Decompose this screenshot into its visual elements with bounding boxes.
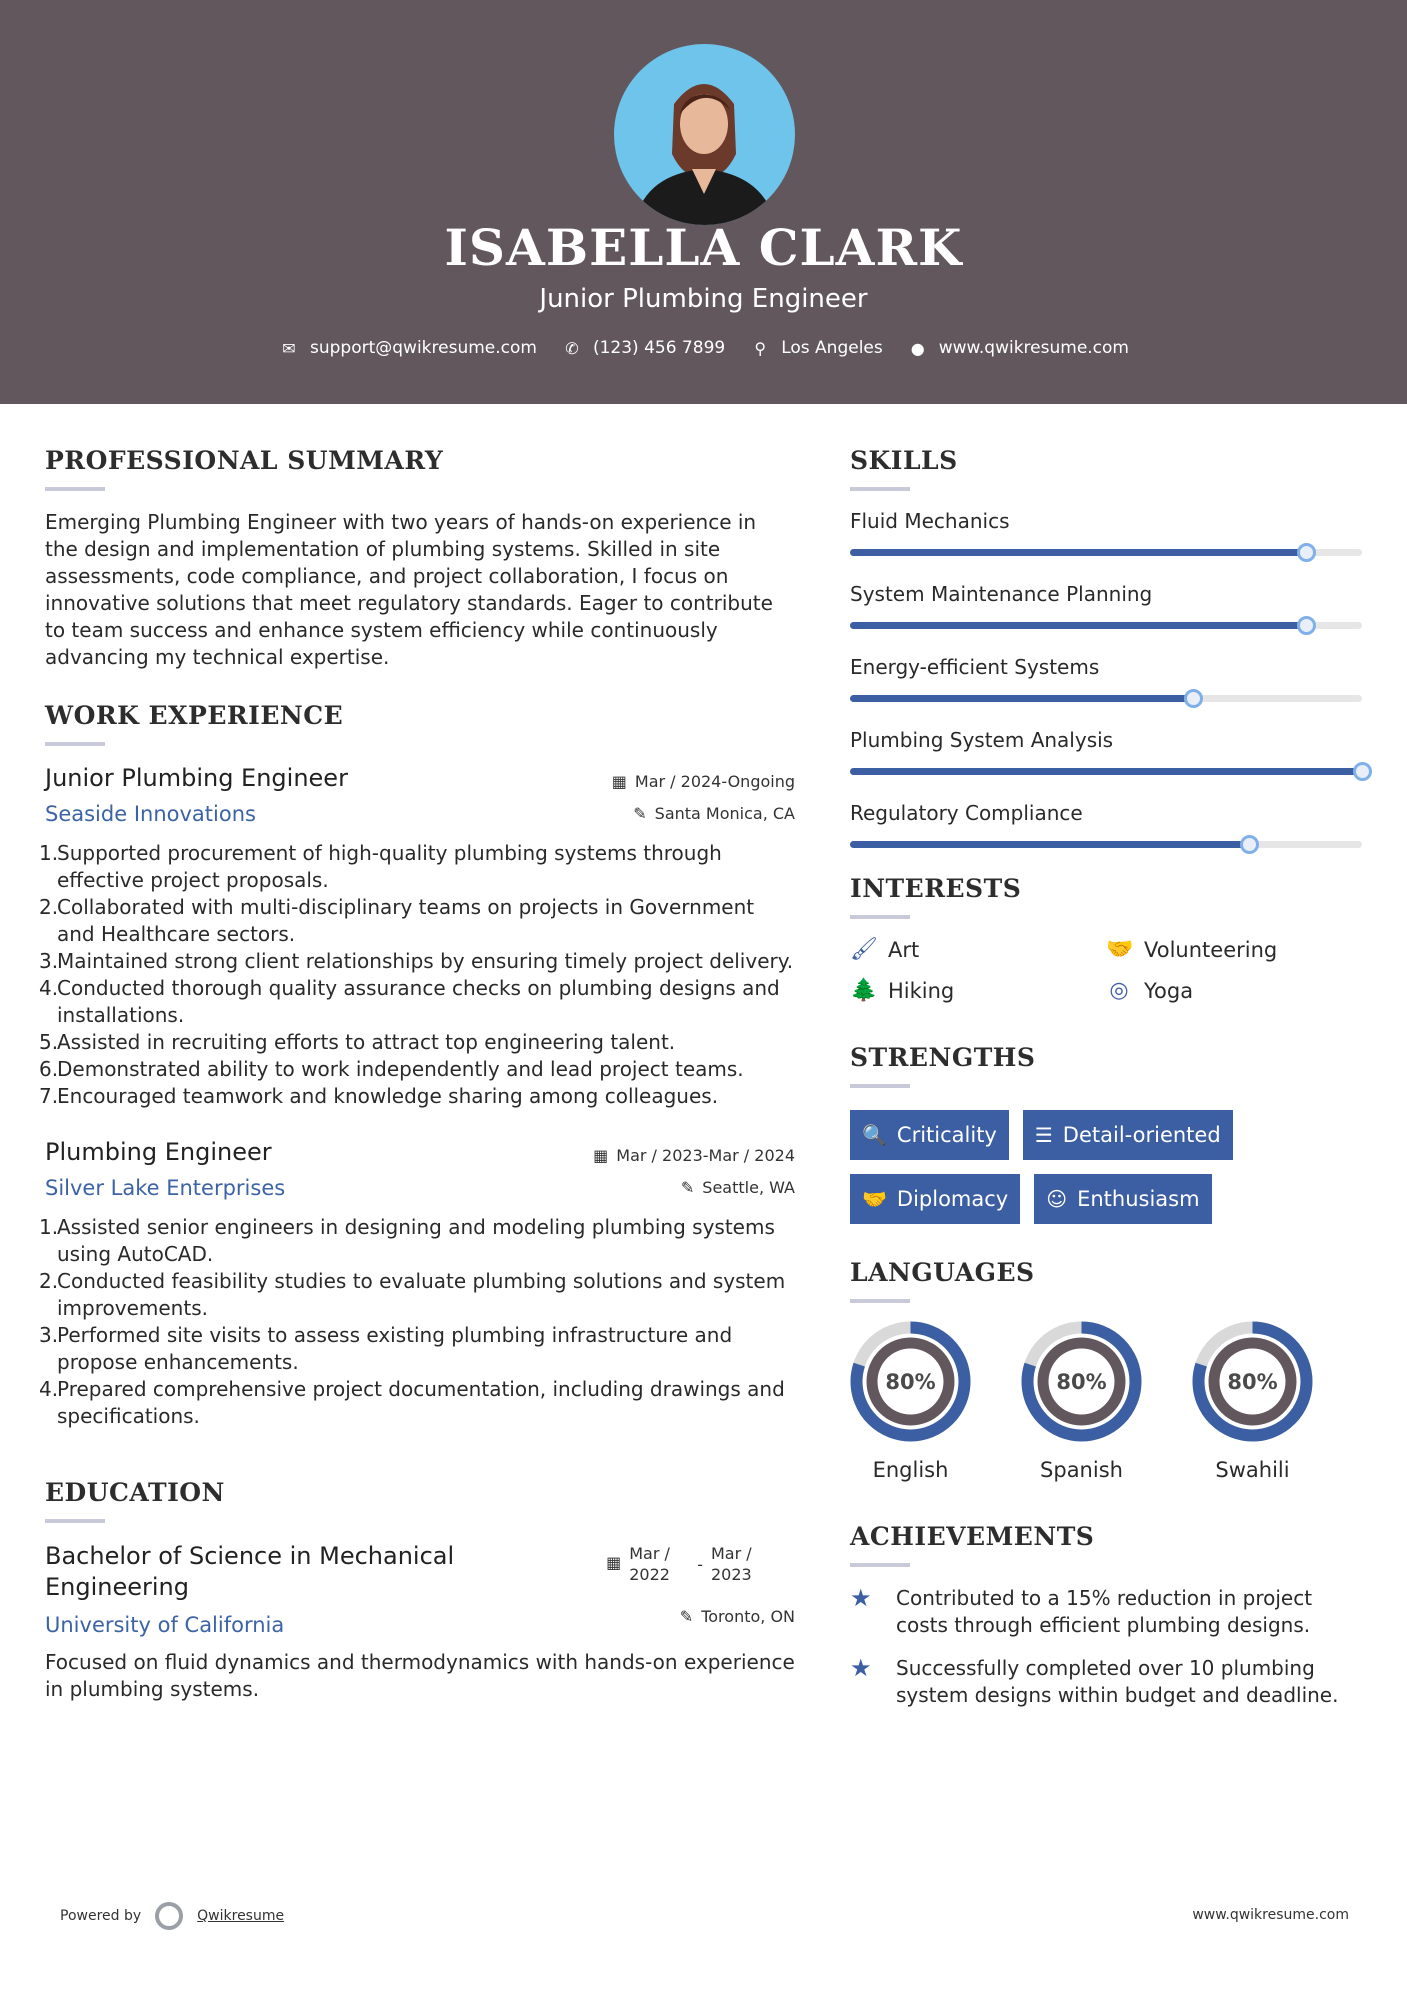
summary-text: Emerging Plumbing Engineer with two years of hands-on experience in the design and implementation of plumbing systems. Skilled in site assessments, code compliance, and project collaboration, I focus on innovative solutions that meet regulatory standards. Eager to contribute to team success and enhance system efficiency while continuously advancing my technical expertise. xyxy=(45,510,773,669)
candidate-name: ISABELLA CLARK xyxy=(444,218,963,277)
skill-name: Energy-efficient Systems xyxy=(850,655,1100,679)
interest-label: Yoga xyxy=(1144,978,1194,1003)
powered-by-label: Powered by xyxy=(60,1908,142,1924)
education-heading: EDUCATION xyxy=(45,1478,225,1507)
section-divider xyxy=(45,487,105,491)
achievement-item xyxy=(850,1655,1365,1709)
skill-name: Fluid Mechanics xyxy=(850,509,1010,533)
strength-label: Diplomacy xyxy=(896,1187,1009,1211)
list-item: 1. Assisted senior engineers in designing and modeling plumbing systems using AutoCAD. xyxy=(39,1215,775,1266)
interest-item xyxy=(850,978,1106,1003)
right-column xyxy=(850,446,1365,1725)
contact-phone[interactable] xyxy=(561,338,725,358)
language-item xyxy=(850,1321,971,1482)
degree-title: Bachelor of Science in Mechanical Engineering xyxy=(45,1542,455,1601)
strengths-heading: STRENGTHS xyxy=(850,1043,1036,1072)
experience-heading: WORK EXPERIENCE xyxy=(45,701,344,730)
education-date-separator: - xyxy=(697,1555,703,1574)
skill-bar-fill xyxy=(850,841,1249,848)
education-description: Focused on fluid dynamics and thermodynamics with hands-on experience in plumbing systems. xyxy=(45,1650,795,1701)
section-divider xyxy=(850,1299,910,1303)
contact-phone-text: (123) 456 7899 xyxy=(592,338,726,358)
job-entry xyxy=(39,764,795,1110)
education-entry xyxy=(45,1541,795,1703)
strength-tag xyxy=(1034,1174,1211,1224)
section-divider xyxy=(850,1084,910,1088)
skill-bar xyxy=(850,549,1362,556)
job-date-text: Mar / 2024-Ongoing xyxy=(634,772,795,791)
pushpin-icon: ✎ xyxy=(680,1178,695,1197)
list-item: 2. Collaborated with multi-disciplinary teams on projects in Government and Healthcare sectors. xyxy=(39,895,755,946)
star-icon: ★ xyxy=(850,1654,872,1682)
contact-email[interactable] xyxy=(278,338,537,358)
skill-bar xyxy=(850,622,1362,629)
languages-heading: LANGUAGES xyxy=(850,1258,1035,1287)
donut-label: 80% xyxy=(1227,1370,1278,1394)
strength-tag xyxy=(850,1174,1020,1224)
strengths-list xyxy=(850,1110,1280,1224)
resume-header xyxy=(0,0,1407,404)
interests-list xyxy=(850,937,1365,1003)
list-item: 7. Encouraged teamwork and knowledge sharing among colleagues. xyxy=(39,1084,719,1108)
job-title: Junior Plumbing Engineer xyxy=(45,764,348,792)
achievement-text: Contributed to a 15% reduction in project costs through efficient plumbing designs. xyxy=(896,1586,1313,1637)
list-item: 3. Maintained strong client relationships by ensuring timely project delivery. xyxy=(39,949,794,973)
section-divider xyxy=(850,915,910,919)
language-name: Swahili xyxy=(1215,1458,1290,1482)
skill-bar-fill xyxy=(850,622,1306,629)
job-duties xyxy=(39,840,795,1110)
footer-powered-by xyxy=(60,1902,284,1930)
interest-label: Volunteering xyxy=(1144,937,1278,962)
strength-label: Detail-oriented xyxy=(1062,1123,1221,1147)
donut-label: 80% xyxy=(885,1370,936,1394)
contact-location-text: Los Angeles xyxy=(781,338,883,358)
candidate-title: Junior Plumbing Engineer xyxy=(539,284,868,314)
skill-item xyxy=(850,801,1365,848)
language-name: English xyxy=(872,1458,949,1482)
map-pin-icon: ⚲ xyxy=(754,338,767,358)
star-icon: ★ xyxy=(850,1584,872,1612)
job-duties xyxy=(39,1214,795,1430)
skill-name: Regulatory Compliance xyxy=(850,801,1083,825)
school-name: University of California xyxy=(45,1613,285,1637)
profile-photo xyxy=(614,44,795,225)
lifering-icon: ◎ xyxy=(1109,978,1129,1003)
interest-label: Art xyxy=(888,937,920,962)
calendar-icon: ▦ xyxy=(611,772,627,791)
skill-bar-fill xyxy=(850,768,1362,775)
interest-item xyxy=(850,937,1106,962)
skill-bar-knob xyxy=(1353,762,1372,781)
list-item: 6. Demonstrated ability to work independently and lead project teams. xyxy=(39,1057,744,1081)
strength-label: Criticality xyxy=(896,1123,997,1147)
skill-bar-fill xyxy=(850,549,1306,556)
achievements-list xyxy=(850,1585,1365,1709)
list-item: 5. Assisted in recruiting efforts to attract top engineering talent. xyxy=(39,1030,676,1054)
list-item: 3. Performed site visits to assess existing plumbing infrastructure and propose enhancements. xyxy=(39,1323,733,1374)
education-date xyxy=(606,1543,761,1585)
skill-name: System Maintenance Planning xyxy=(850,582,1153,606)
job-entry xyxy=(39,1138,795,1430)
language-item xyxy=(1192,1321,1313,1482)
interest-item xyxy=(1106,937,1362,962)
job-location-text: Seattle, WA xyxy=(702,1178,795,1197)
language-donut xyxy=(1021,1321,1142,1442)
section-divider xyxy=(850,1563,910,1567)
skill-item xyxy=(850,582,1365,629)
footer-website[interactable]: www.qwikresume.com xyxy=(1192,1907,1349,1923)
paintbrush-icon: 🖌 xyxy=(850,937,878,962)
skill-item xyxy=(850,655,1365,702)
interest-item xyxy=(1106,978,1362,1003)
calendar-icon: ▦ xyxy=(593,1146,609,1165)
skills-list xyxy=(850,509,1365,848)
handshake-icon: 🤝 xyxy=(1106,937,1134,962)
language-item xyxy=(1021,1321,1142,1482)
skills-heading: SKILLS xyxy=(850,446,958,475)
list-item: 4. Prepared comprehensive project documentation, including drawings and specifications. xyxy=(39,1377,785,1428)
strength-tag xyxy=(1023,1110,1233,1160)
achievement-item xyxy=(850,1585,1365,1639)
contact-email-text: support@qwikresume.com xyxy=(310,338,537,358)
contact-location xyxy=(749,338,883,358)
pushpin-icon: ✎ xyxy=(679,1607,694,1626)
skill-bar-knob xyxy=(1297,543,1316,562)
skill-name: Plumbing System Analysis xyxy=(850,728,1114,752)
skill-item xyxy=(850,509,1365,556)
skill-bar-knob xyxy=(1240,835,1259,854)
pushpin-icon: ✎ xyxy=(633,804,647,823)
qwikresume-logo-icon xyxy=(155,1902,183,1930)
left-column xyxy=(39,446,795,1703)
phone-icon: ✆ xyxy=(565,338,579,358)
job-date xyxy=(612,772,795,791)
skill-bar-knob xyxy=(1184,689,1203,708)
skill-bar-knob xyxy=(1297,616,1316,635)
strength-label: Enthusiasm xyxy=(1077,1187,1200,1211)
job-company: Seaside Innovations xyxy=(45,802,256,826)
skill-bar xyxy=(850,695,1362,702)
language-donut xyxy=(850,1321,971,1442)
list-icon: ☰ xyxy=(1034,1123,1053,1147)
calendar-icon: ▦ xyxy=(606,1553,622,1572)
contact-website[interactable] xyxy=(907,338,1129,358)
job-location xyxy=(633,804,795,823)
achievements-heading: ACHIEVEMENTS xyxy=(850,1522,1095,1551)
skill-bar-fill xyxy=(850,695,1193,702)
job-location-text: Santa Monica, CA xyxy=(654,804,795,823)
search-icon: 🔍 xyxy=(862,1123,887,1147)
achievement-text: Successfully completed over 10 plumbing system designs within budget and deadline. xyxy=(896,1656,1339,1707)
education-date-start: Mar / 2022 xyxy=(629,1544,670,1584)
handshake-icon: 🤝 xyxy=(862,1187,887,1211)
section-divider xyxy=(45,1519,105,1523)
job-location xyxy=(681,1178,795,1197)
brand-link[interactable]: Qwikresume xyxy=(197,1908,285,1924)
language-name: Spanish xyxy=(1040,1458,1123,1482)
globe-icon: ● xyxy=(910,338,925,358)
tree-icon: 🌲 xyxy=(850,978,878,1003)
section-divider xyxy=(850,487,910,491)
job-date-text: Mar / 2023-Mar / 2024 xyxy=(616,1146,795,1165)
smile-icon: ☺ xyxy=(1046,1187,1068,1211)
strength-tag xyxy=(850,1110,1009,1160)
summary-heading: PROFESSIONAL SUMMARY xyxy=(45,446,444,475)
skill-bar xyxy=(850,768,1362,775)
envelope-icon: ✉ xyxy=(282,338,296,358)
donut-label: 80% xyxy=(1056,1370,1107,1394)
person-silhouette-icon xyxy=(614,44,795,225)
job-company: Silver Lake Enterprises xyxy=(45,1176,286,1200)
skill-item xyxy=(850,728,1365,775)
job-title: Plumbing Engineer xyxy=(45,1138,272,1166)
skill-bar xyxy=(850,841,1362,848)
list-item: 1. Supported procurement of high-quality plumbing systems through effective project proposals. xyxy=(39,841,722,892)
section-divider xyxy=(45,742,105,746)
contact-bar xyxy=(0,338,1407,358)
education-location-text: Toronto, ON xyxy=(701,1607,795,1626)
education-date-end: Mar / 2023 xyxy=(711,1544,752,1584)
contact-website-text: www.qwikresume.com xyxy=(938,338,1129,358)
interest-label: Hiking xyxy=(888,978,955,1003)
education-location xyxy=(680,1607,795,1626)
job-date xyxy=(593,1146,795,1165)
interests-heading: INTERESTS xyxy=(850,874,1022,903)
list-item: 4. Conducted thorough quality assurance checks on plumbing designs and installations. xyxy=(39,976,780,1027)
languages-list xyxy=(850,1321,1365,1482)
language-donut xyxy=(1192,1321,1313,1442)
list-item: 2. Conducted feasibility studies to evaluate plumbing solutions and system improvements. xyxy=(39,1269,786,1320)
